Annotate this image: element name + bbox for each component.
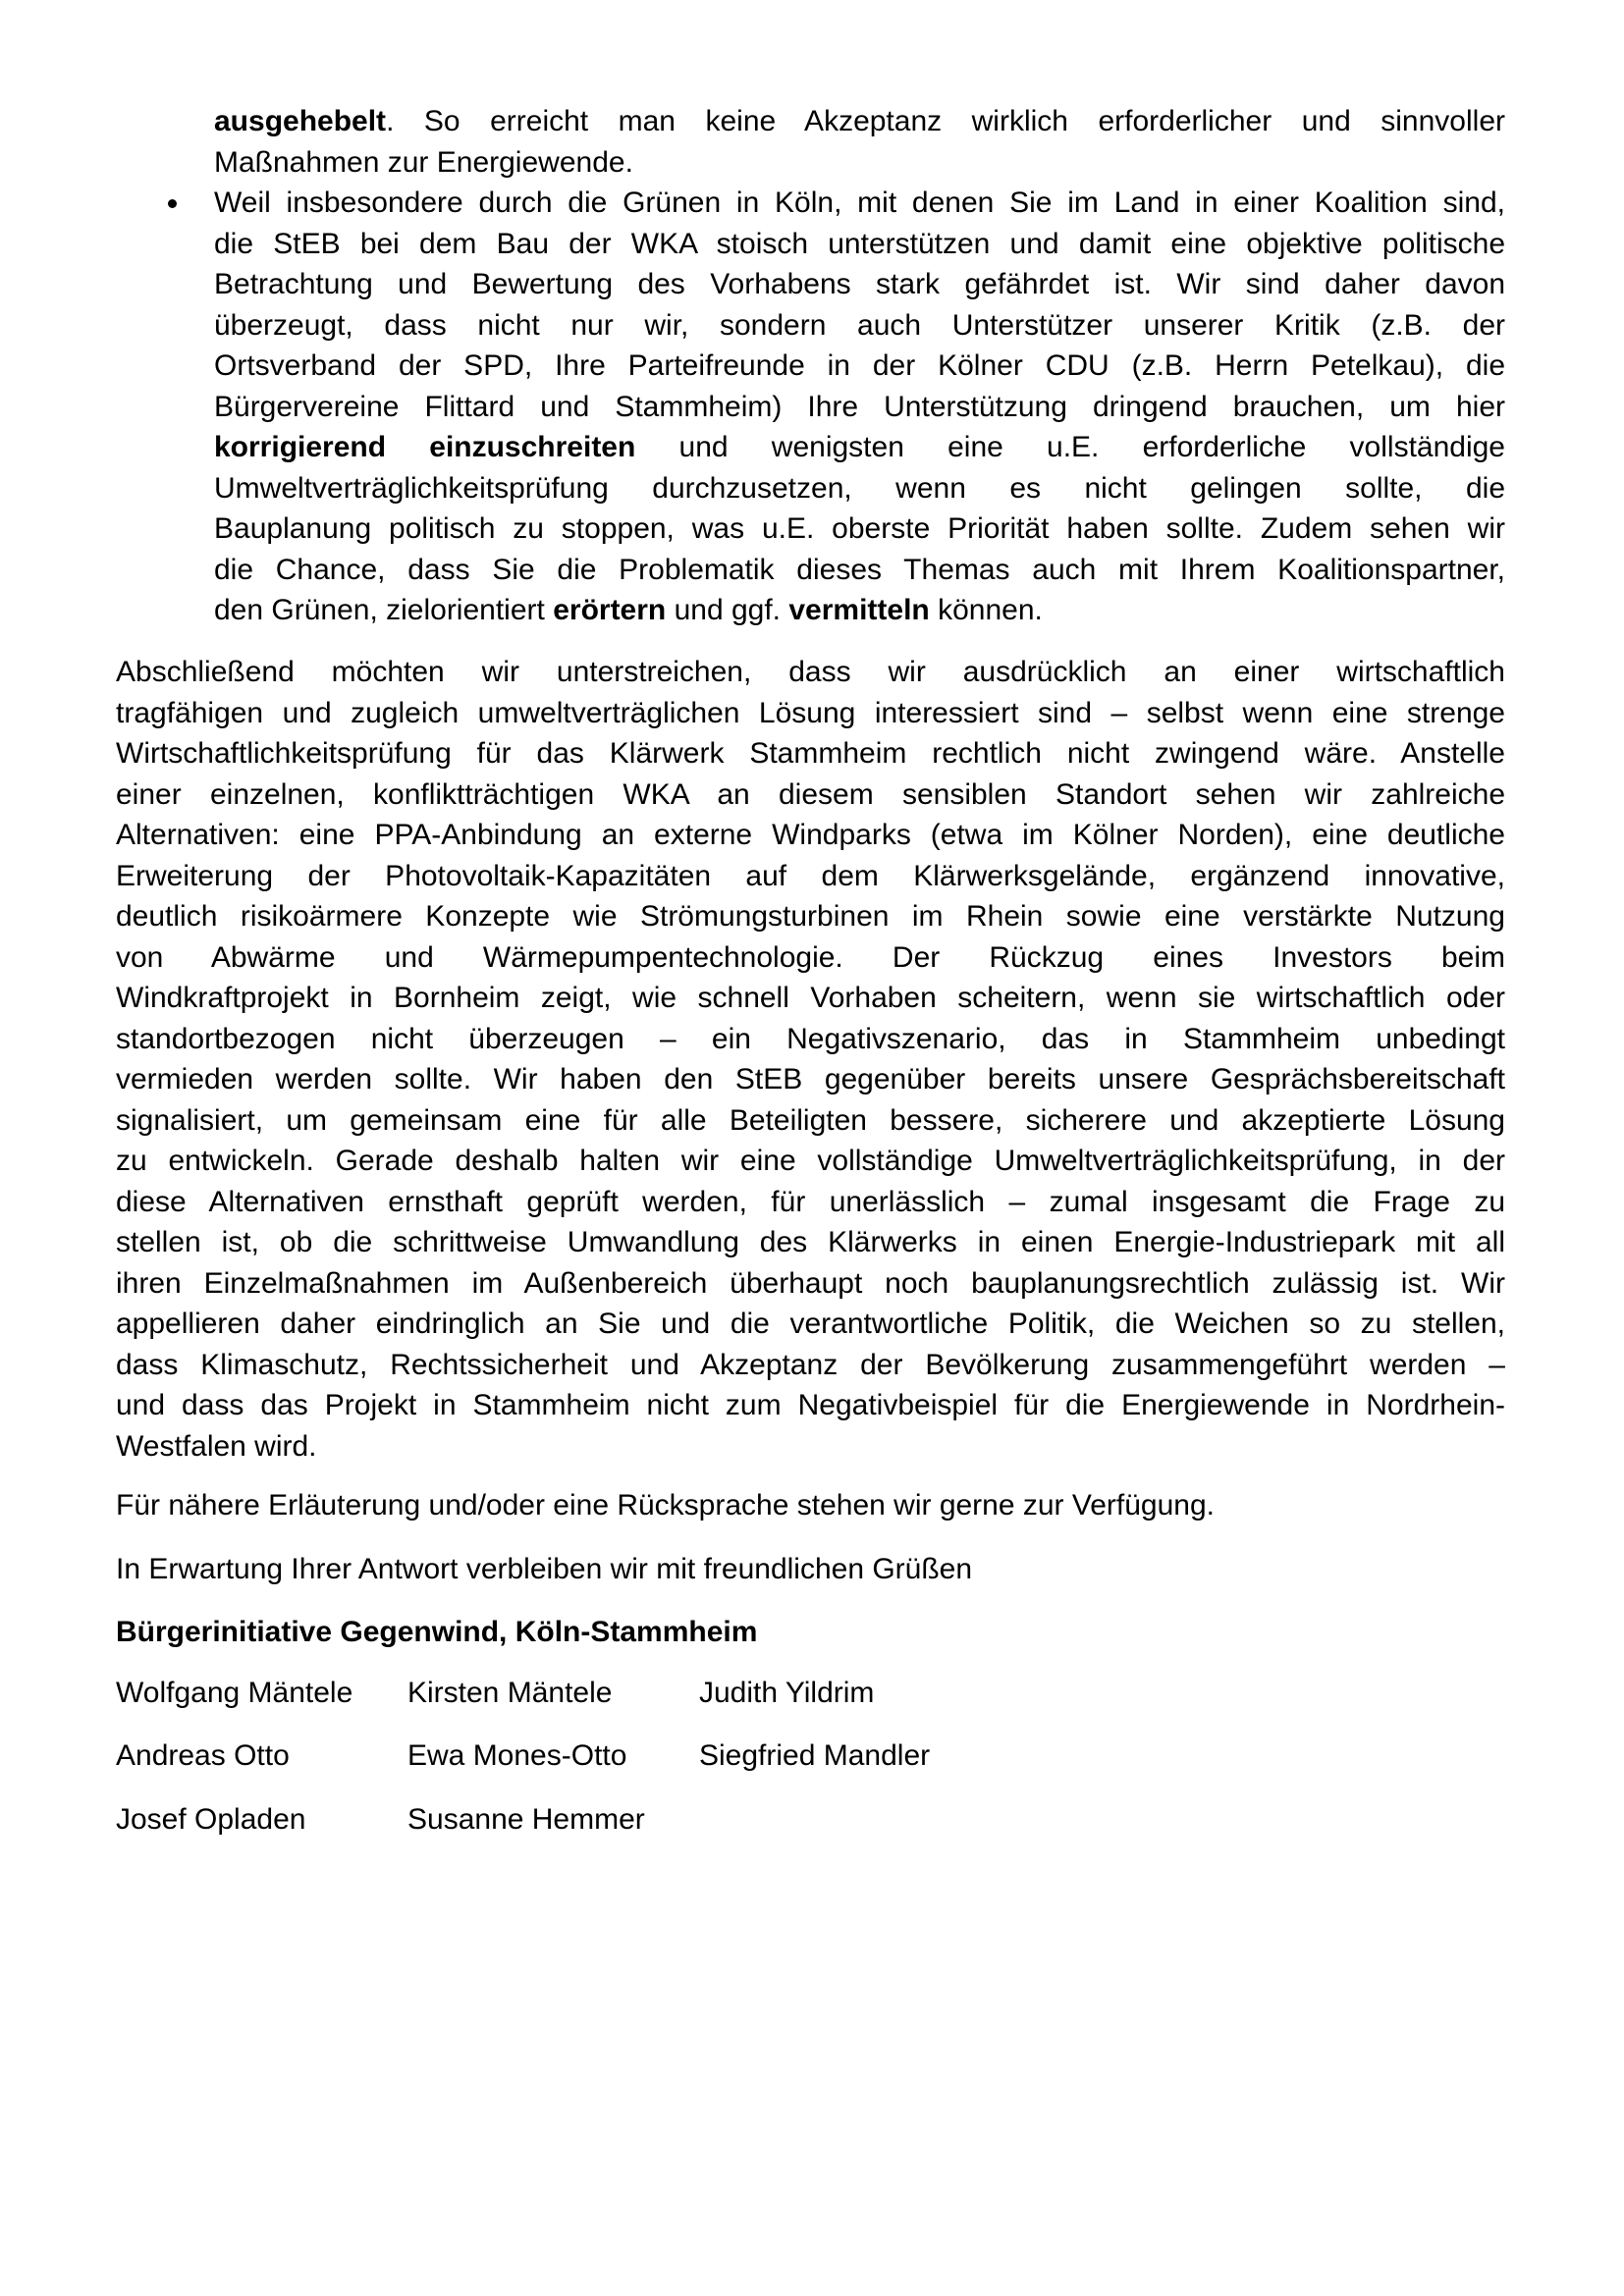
text-run: Windkraftprojekt in Bornheim zeigt, wie schnell Vorhaben scheitern, wenn sie wirtschaftlich oder (116, 982, 1505, 1014)
text-run: appellieren daher eindringlich an Sie und die verantwortliche Politik, die Weichen so zu stellen, (116, 1308, 1505, 1340)
text-run: Alternativen: eine PPA-Anbindung an externe Windparks (etwa im Kölner Norden), eine deutliche (116, 819, 1505, 851)
signatory-name: Wolfgang Mäntele (116, 1677, 353, 1709)
text-run: und ggf. (666, 594, 789, 626)
bullet-icon (168, 199, 177, 208)
text-run: Bürgervereine Flittard und Stammheim) Ihre Unterstützung dringend brauchen, um hier (214, 390, 1505, 423)
text-line (116, 856, 1505, 897)
text-run: stellen ist, ob die schrittweise Umwandlung des Klärwerks in einen Energie-Industriepark mit all (116, 1226, 1505, 1258)
organization-text: Bürgerinitiative Gegenwind, Köln-Stammheim (116, 1616, 758, 1648)
text-line (214, 590, 1505, 631)
text-line (214, 224, 1505, 265)
signatory-name: Ewa Mones-Otto (407, 1739, 627, 1772)
text-run: die StEB bei dem Bau der WKA stoisch unterstützen und damit eine objektive politische (214, 227, 1505, 260)
offer-paragraph (116, 1485, 1505, 1526)
closing-paragraph (116, 652, 1505, 1467)
text-run: Bauplanung politisch zu stoppen, was u.E. oberste Priorität haben sollte. Zudem sehen wir (214, 512, 1505, 545)
text-run: Wirtschaftlichkeitsprüfung für das Klärwerk Stammheim rechtlich nicht zwingend wäre. Anstelle (116, 737, 1505, 770)
bold-text: ausgehebelt (214, 105, 387, 137)
text-run: und dass das Projekt in Stammheim nicht zum Negativbeispiel für die Energiewende in Nordrhein- (116, 1389, 1505, 1421)
organization-name (116, 1612, 1505, 1653)
greeting-text: In Erwartung Ihrer Antwort verbleiben wir mit freundlichen Grüßen (116, 1553, 973, 1585)
text-line (116, 1141, 1505, 1182)
text-line (116, 1345, 1505, 1386)
text-run: Betrachtung und Bewertung des Vorhabens stark gefährdet ist. Wir sind daher davon (214, 268, 1505, 300)
bold-text: erörtern (553, 594, 667, 626)
text-line (116, 1304, 1505, 1345)
text-run: . So erreicht man keine Akzeptanz wirklich erforderlicher und sinnvoller (386, 105, 1505, 137)
text-run: standortbezogen nicht überzeugen – ein Negativszenario, das in Stammheim unbedingt (116, 1022, 1505, 1055)
text-line (214, 387, 1505, 428)
text-line (116, 978, 1505, 1019)
text-line (214, 427, 1505, 468)
text-line (214, 346, 1505, 387)
signatory-name: Andreas Otto (116, 1739, 290, 1772)
bullet-item (214, 183, 1505, 631)
text-run: ihren Einzelmaßnahmen im Außenbereich überhaupt noch bauplanungsrechtlich zulässig ist. Wir (116, 1266, 1505, 1300)
text-run: überzeugt, dass nicht nur wir, sondern auch Unterstützer unserer Kritik (z.B. der (214, 308, 1505, 342)
signatory-name: Siegfried Mandler (699, 1739, 931, 1772)
text-run: Weil insbesondere durch die Grünen in Köln, mit denen Sie im Land in einer Koalition sind, (214, 187, 1505, 219)
text-line (116, 1100, 1505, 1142)
text-run: signalisiert, um gemeinsam eine für alle Beteiligten bessere, sicherere und akzeptierte Lösung (116, 1103, 1505, 1137)
signatory-name: Susanne Hemmer (407, 1803, 645, 1836)
text-line (116, 1426, 1505, 1468)
signatory-name: Josef Opladen (116, 1803, 306, 1836)
bold-text: korrigierend einzuschreiten (214, 431, 636, 463)
text-line (116, 896, 1505, 937)
text-line (214, 305, 1505, 347)
text-line (214, 142, 1505, 184)
text-line (214, 183, 1505, 224)
text-line (116, 815, 1505, 856)
text-line (116, 1182, 1505, 1223)
text-line (116, 1222, 1505, 1263)
text-line (214, 264, 1505, 305)
text-run: Abschließend möchten wir unterstreichen, dass wir ausdrücklich an einer wirtschaftlich (116, 656, 1505, 688)
text-line (116, 774, 1505, 816)
greeting-paragraph (116, 1549, 1505, 1590)
text-run: können. (929, 594, 1043, 626)
text-run: die Chance, dass Sie die Problematik dieses Themas auch mit Ihrem Koalitionspartner, (214, 553, 1505, 586)
text-line (116, 1263, 1505, 1305)
text-line (214, 508, 1505, 550)
text-run: dass Klimaschutz, Rechtssicherheit und Akzeptanz der Bevölkerung zusammengeführt werden – (116, 1348, 1505, 1381)
text-run: vermieden werden sollte. Wir haben den StEB gegenüber bereits unsere Gesprächsbereitschaft (116, 1063, 1505, 1095)
offer-text: Für nähere Erläuterung und/oder eine Rücksprache stehen wir gerne zur Verfügung. (116, 1489, 1216, 1522)
text-run: und wenigsten eine u.E. erforderliche vollständige (635, 431, 1505, 463)
text-line (116, 1385, 1505, 1426)
text-run: von Abwärme und Wärmepumpentechnologie. Der Rückzug eines Investors beim (116, 940, 1505, 974)
text-line (116, 1059, 1505, 1100)
text-run: Ortsverband der SPD, Ihre Parteifreunde in der Kölner CDU (z.B. Herrn Petelkau), die (214, 349, 1505, 382)
text-run: einer einzelnen, konfliktträchtigen WKA an diesem sensiblen Standort sehen wir zahlreiche (116, 777, 1505, 811)
text-run: Maßnahmen zur Energiewende. (214, 145, 633, 179)
text-run: Westfalen wird. (116, 1429, 317, 1463)
text-line (214, 550, 1505, 591)
text-run: deutlich risikoärmere Konzepte wie Strömungsturbinen im Rhein sowie eine verstärkte Nutzung (116, 900, 1505, 933)
text-line (214, 468, 1505, 509)
text-line (214, 101, 1505, 142)
text-run: zu entwickeln. Gerade deshalb halten wir eine vollständige Umweltverträglichkeitsprüfung, in der (116, 1145, 1505, 1177)
text-line (116, 693, 1505, 734)
text-line (116, 652, 1505, 693)
text-run: tragfähigen und zugleich umweltverträglichen Lösung interessiert sind – selbst wenn eine strenge (116, 696, 1505, 729)
signatory-name: Kirsten Mäntele (407, 1677, 613, 1709)
text-run: Erweiterung der Photovoltaik-Kapazitäten auf dem Klärwerksgelände, ergänzend innovative, (116, 859, 1505, 892)
bold-text: vermitteln (788, 594, 930, 626)
text-run: Umweltverträglichkeitsprüfung durchzusetzen, wenn es nicht gelingen sollte, die (214, 471, 1505, 505)
text-line (116, 733, 1505, 774)
text-line (116, 937, 1505, 979)
text-run: den Grünen, zielorientiert (214, 594, 554, 626)
text-run: diese Alternativen ernsthaft geprüft werden, für unerlässlich – zumal insgesamt die Frage zu (116, 1185, 1505, 1218)
bullet-item-continuation (214, 101, 1505, 183)
text-line (116, 1019, 1505, 1060)
signatory-name: Judith Yildrim (699, 1677, 875, 1709)
